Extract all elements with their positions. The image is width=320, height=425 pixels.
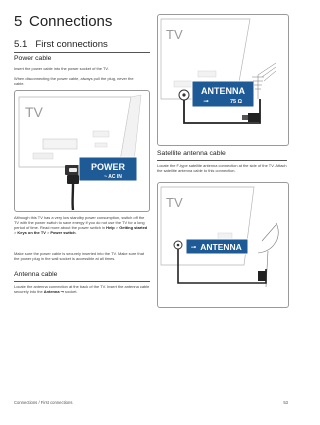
power-switch-link[interactable]: Power switch: [50, 230, 76, 236]
power-badge-title: POWER: [90, 162, 126, 172]
section-rule: [14, 52, 150, 53]
power-para-4: Make sure the power cable is securely inserted into the TV. Make sure that the power plug in the wall socket is accessible at all times.: [14, 251, 145, 262]
power-para-2: When disconnecting the power cable, always pull the plug, never the cable.: [14, 76, 134, 87]
power-heading: Power cable: [14, 55, 52, 62]
section-title-text: First connections: [35, 39, 108, 50]
power-tv-label: TV: [25, 104, 43, 120]
help-link[interactable]: Help: [106, 225, 115, 231]
antenna-socket-icon: [179, 90, 189, 100]
satellite-tv-label: TV: [166, 195, 183, 210]
svg-text:⊸: ⊸: [203, 99, 209, 105]
antenna-badge: [192, 81, 254, 107]
antenna-badge-title: ANTENNA: [201, 86, 245, 96]
satellite-antenna-badge: [186, 239, 248, 254]
footer-breadcrumb: Connections / First connections: [14, 400, 73, 405]
antenna-badge-sub: 75 Ω: [229, 99, 243, 105]
svg-text:⊸: ⊸: [191, 245, 197, 251]
house-aerial-icon: [252, 63, 276, 99]
antenna-illustration: [158, 15, 288, 145]
antenna-para: Locate the antenna connection at the back of the TV. Insert the antenna cable securely into the Antenna ⊸ socket.: [14, 284, 150, 295]
antenna-figure: [157, 14, 289, 146]
antenna-heading: Antenna cable: [14, 271, 58, 278]
chapter-title-text: Connections: [29, 13, 113, 30]
satellite-heading: Satellite antenna cable: [157, 150, 226, 157]
antenna-socket-link[interactable]: Antenna: [43, 289, 60, 295]
satellite-badge-title: ANTENNA: [200, 242, 242, 252]
power-cable-icon: [67, 175, 79, 210]
power-figure: [14, 90, 150, 212]
chapter-number: 5: [14, 13, 23, 30]
chapter-title: [14, 13, 112, 30]
section-title: [14, 39, 108, 50]
satellite-illustration: [158, 183, 288, 307]
power-badge-sub: ~ AC IN: [104, 174, 122, 180]
footer-page-number: 53: [283, 400, 288, 405]
section-number: 5.1: [14, 39, 28, 50]
antenna-tv-label: TV: [166, 27, 183, 42]
antenna-rule: [14, 281, 150, 282]
satellite-rule: [157, 160, 287, 161]
satellite-socket-icon: [174, 241, 182, 249]
power-para-3: Although this TV has a very low standby power consumption, switch off the TV with the power switch to save energy if you do not use the TV for a long period of time. Read more about the power switch in Help > Getting started > Keys on the TV > Power switch.: [14, 215, 148, 236]
getting-started-link[interactable]: Getting started: [119, 225, 148, 231]
keys-on-tv-link[interactable]: Keys on the TV: [17, 230, 46, 236]
satellite-figure: [157, 182, 289, 308]
power-illustration: [15, 91, 149, 211]
satellite-para: Locate the F-type satellite antenna connection at the side of the TV. Attach the satellite antenna cable to this connection.: [157, 163, 287, 174]
power-badge: [79, 157, 137, 181]
power-para-1: Insert the power cable into the power socket of the TV.: [14, 66, 109, 71]
